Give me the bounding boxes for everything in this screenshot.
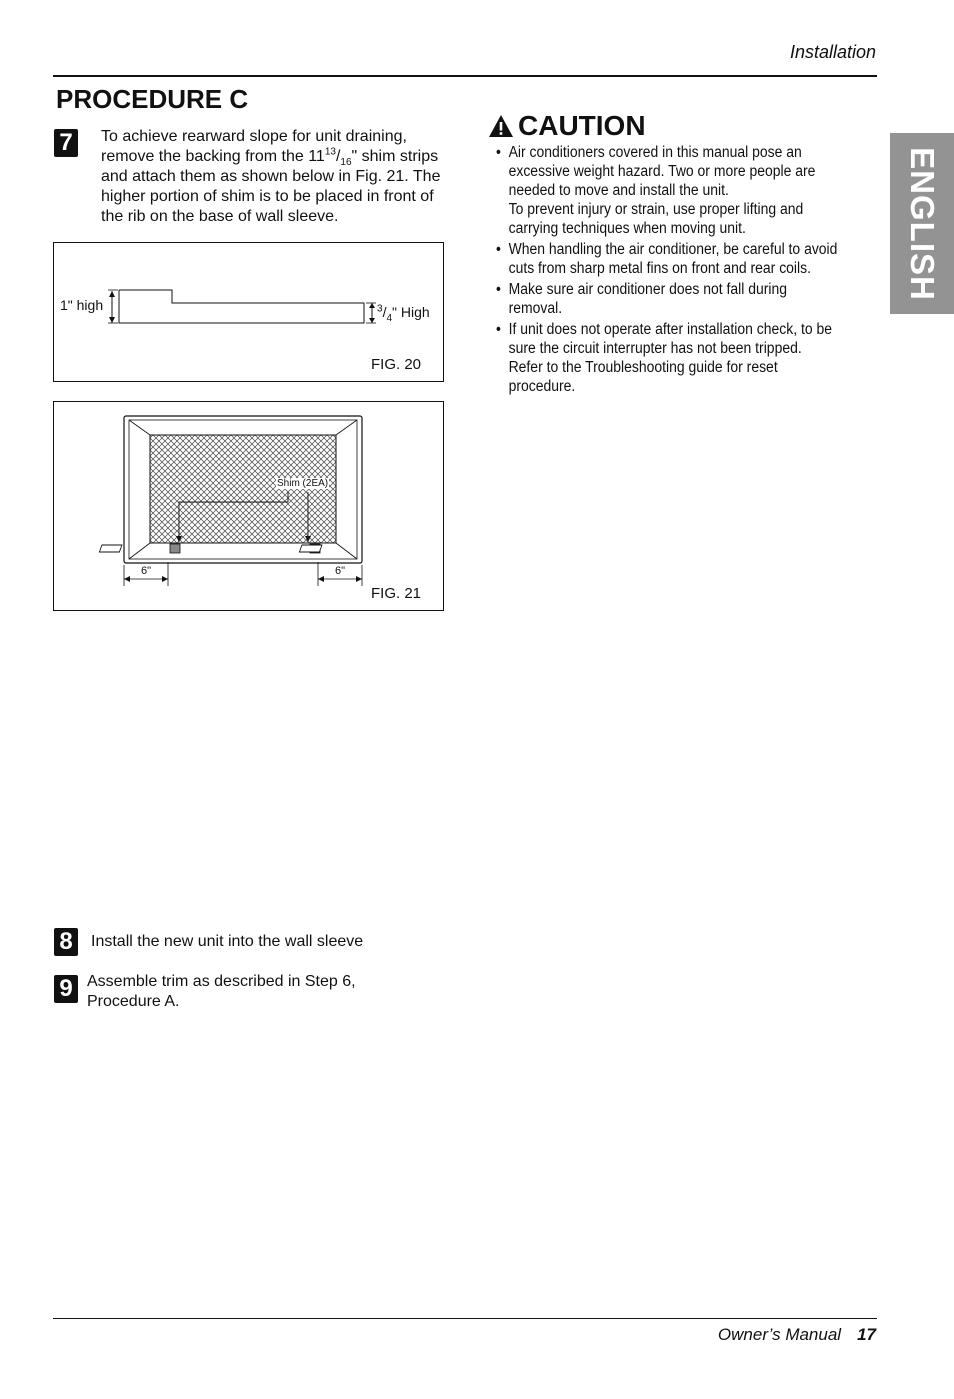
language-tab [890, 133, 954, 314]
page-number: 17 [857, 1325, 876, 1344]
step-9-badge: 9 [54, 975, 78, 1003]
procedure-title: PROCEDURE C [56, 84, 249, 114]
caution-item [496, 320, 838, 396]
dimension-left-6-inch: 6" [141, 565, 152, 577]
manual-title: Owner’s Manual [717, 1325, 842, 1344]
dimension-right-6-inch: 6" [335, 565, 346, 577]
dimension-1-inch: 1" high [60, 297, 104, 313]
shim-label: Shim (2EA) [277, 478, 329, 489]
step-7-badge: 7 [54, 129, 78, 157]
step-7-text-start: To achieve rearward slope for unit draining, remove the backing from the 11 [101, 128, 407, 165]
figure-21-label: FIG. 21 [371, 585, 422, 602]
warning-icon [488, 114, 514, 138]
language-tab-label: ENGLISH [904, 146, 941, 301]
wall-sleeve-diagram [54, 402, 443, 610]
fraction-numerator: 3 [377, 303, 383, 315]
dimension-three-quarter-inch: $^3/_4$" High [377, 303, 430, 324]
caution-item-text: Air conditioners covered in this manual pose an excessive weight hazard. Two or more people are needed to move and install the unit. [508, 144, 816, 199]
footer [718, 1325, 876, 1345]
caution-item-text: When handling the air conditioner, be careful to avoid cuts from sharp metal fins on front and rear coils. [508, 241, 838, 277]
caution-item [496, 143, 838, 238]
step-9-text: Assemble trim as described in Step 6, Procedure A. [87, 973, 356, 1010]
step-8-badge: 8 [54, 928, 78, 956]
caution-item-text: Make sure air conditioner does not fall during removal. [508, 281, 787, 317]
caution-item-text: If unit does not operate after installation check, to be sure the circuit interrupter has not been tripped. [508, 321, 832, 357]
caution-title: CAUTION [518, 110, 646, 141]
caution-heading [488, 110, 646, 142]
caution-item-extra: To prevent injury or strain, use proper lifting and carrying techniques when moving unit. [508, 201, 804, 237]
figure-20-label: FIG. 20 [371, 356, 422, 373]
caution-item [496, 240, 838, 278]
step-7-text: To achieve rearward slope for unit draining, remove the backing from the $11^{13}/_{16}$" shim strips and attach them as shown below in Fig. 21. The higher portion of shim is to be placed in front of the rib on the base of wall sleeve. [101, 128, 441, 225]
section-title: Installation [789, 42, 876, 62]
dimension-unit: " High [392, 304, 430, 320]
caution-item-extra: Refer to the Troubleshooting guide for reset procedure. [508, 359, 778, 395]
caution-list [496, 143, 838, 398]
header-divider [53, 75, 877, 77]
figure-21 [53, 401, 444, 611]
fraction-numerator: 13 [324, 146, 336, 158]
step-8-text: Install the new unit into the wall sleeve [91, 933, 364, 950]
footer-divider [53, 1318, 877, 1319]
fraction-denominator: 4 [386, 312, 393, 324]
figure-20 [53, 242, 444, 382]
fraction-denominator: 16 [340, 157, 352, 169]
caution-item [496, 280, 838, 318]
step-7-text-end: " shim strips and attach them as shown below in Fig. 21. The higher portion of shim is to be placed in front of the rib on the base of wall sleeve. [101, 148, 441, 225]
